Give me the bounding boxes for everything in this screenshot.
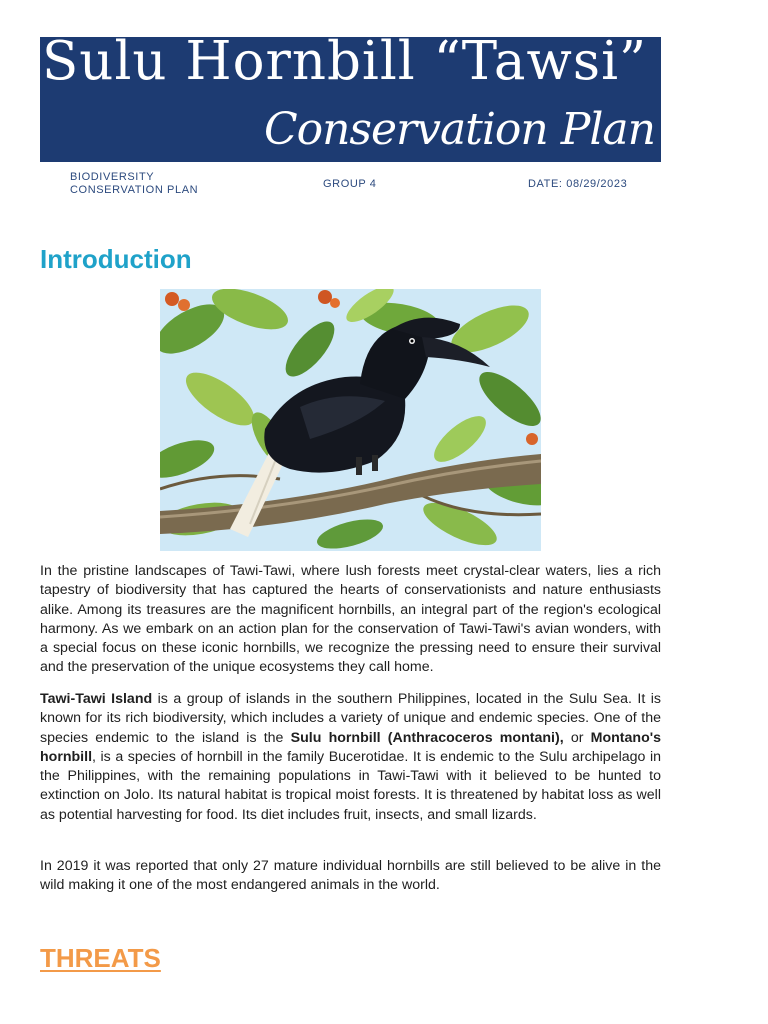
bold-island-name: Tawi-Tawi Island (40, 691, 153, 707)
threats-heading: THREATS (40, 943, 161, 973)
paragraph-2-text-2: or (563, 729, 591, 746)
paragraph-2-text-3: , is a species of hornbill in the family Bucerotidae. It is endemic to the Sulu archipelago in the Philippines, with the remaining populations in Tawi-Tawi with it believed to be hunted to extinction on Jolo. Its natural habitat is tropical moist forests. It is threatened by habitat loss as well as potential harvesting for food. Its diet includes fruit, insects, and small lizards. (40, 748, 661, 823)
intro-paragraph-1: In the pristine landscapes of Tawi-Tawi, where lush forests meet crystal-clear waters, lies a rich tapestry of biodiversity that has captured the hearts of conservationists and nature enthusiasts alike. Among its treasures are the magnificent hornbills, an integral part of the region's ecological harmony. As we embark on an action plan for the conservation of Tawi-Tawi's avian wonders, with a special focus on these iconic hornbills, we recognize the pressing need to ensure their survival and the preservation of the unique ecosystems they call home. (40, 563, 661, 676)
title-line-1: Sulu Hornbill “Tawsi” (42, 31, 648, 92)
group-label: GROUP 4 (323, 178, 377, 190)
bold-species-name: Sulu hornbill (Anthracoceros montani), (290, 729, 564, 746)
hornbill-photo (160, 289, 541, 551)
intro-paragraph-3: In 2019 it was reported that only 27 mature individual hornbills are still believed to be alive in the wild making it one of the most endangered animals in the world. (40, 858, 661, 894)
paragraph-2-text-1: is a group of islands in the southern Philippines, located in the Sulu Sea. It is known for its rich biodiversity, which includes a variety of unique and endemic species. One of the species endemic to the island is the (40, 691, 662, 746)
document-type-label: BIODIVERSITY CONSERVATION PLAN (70, 171, 199, 196)
intro-paragraph-2 (40, 690, 661, 825)
date-label: DATE: 08/29/2023 (528, 178, 628, 190)
title-banner (40, 31, 661, 162)
bold-common-name: Montano's hornbill (40, 729, 662, 765)
introduction-heading: Introduction (40, 244, 192, 274)
title-line-2: Conservation Plan (263, 104, 655, 155)
